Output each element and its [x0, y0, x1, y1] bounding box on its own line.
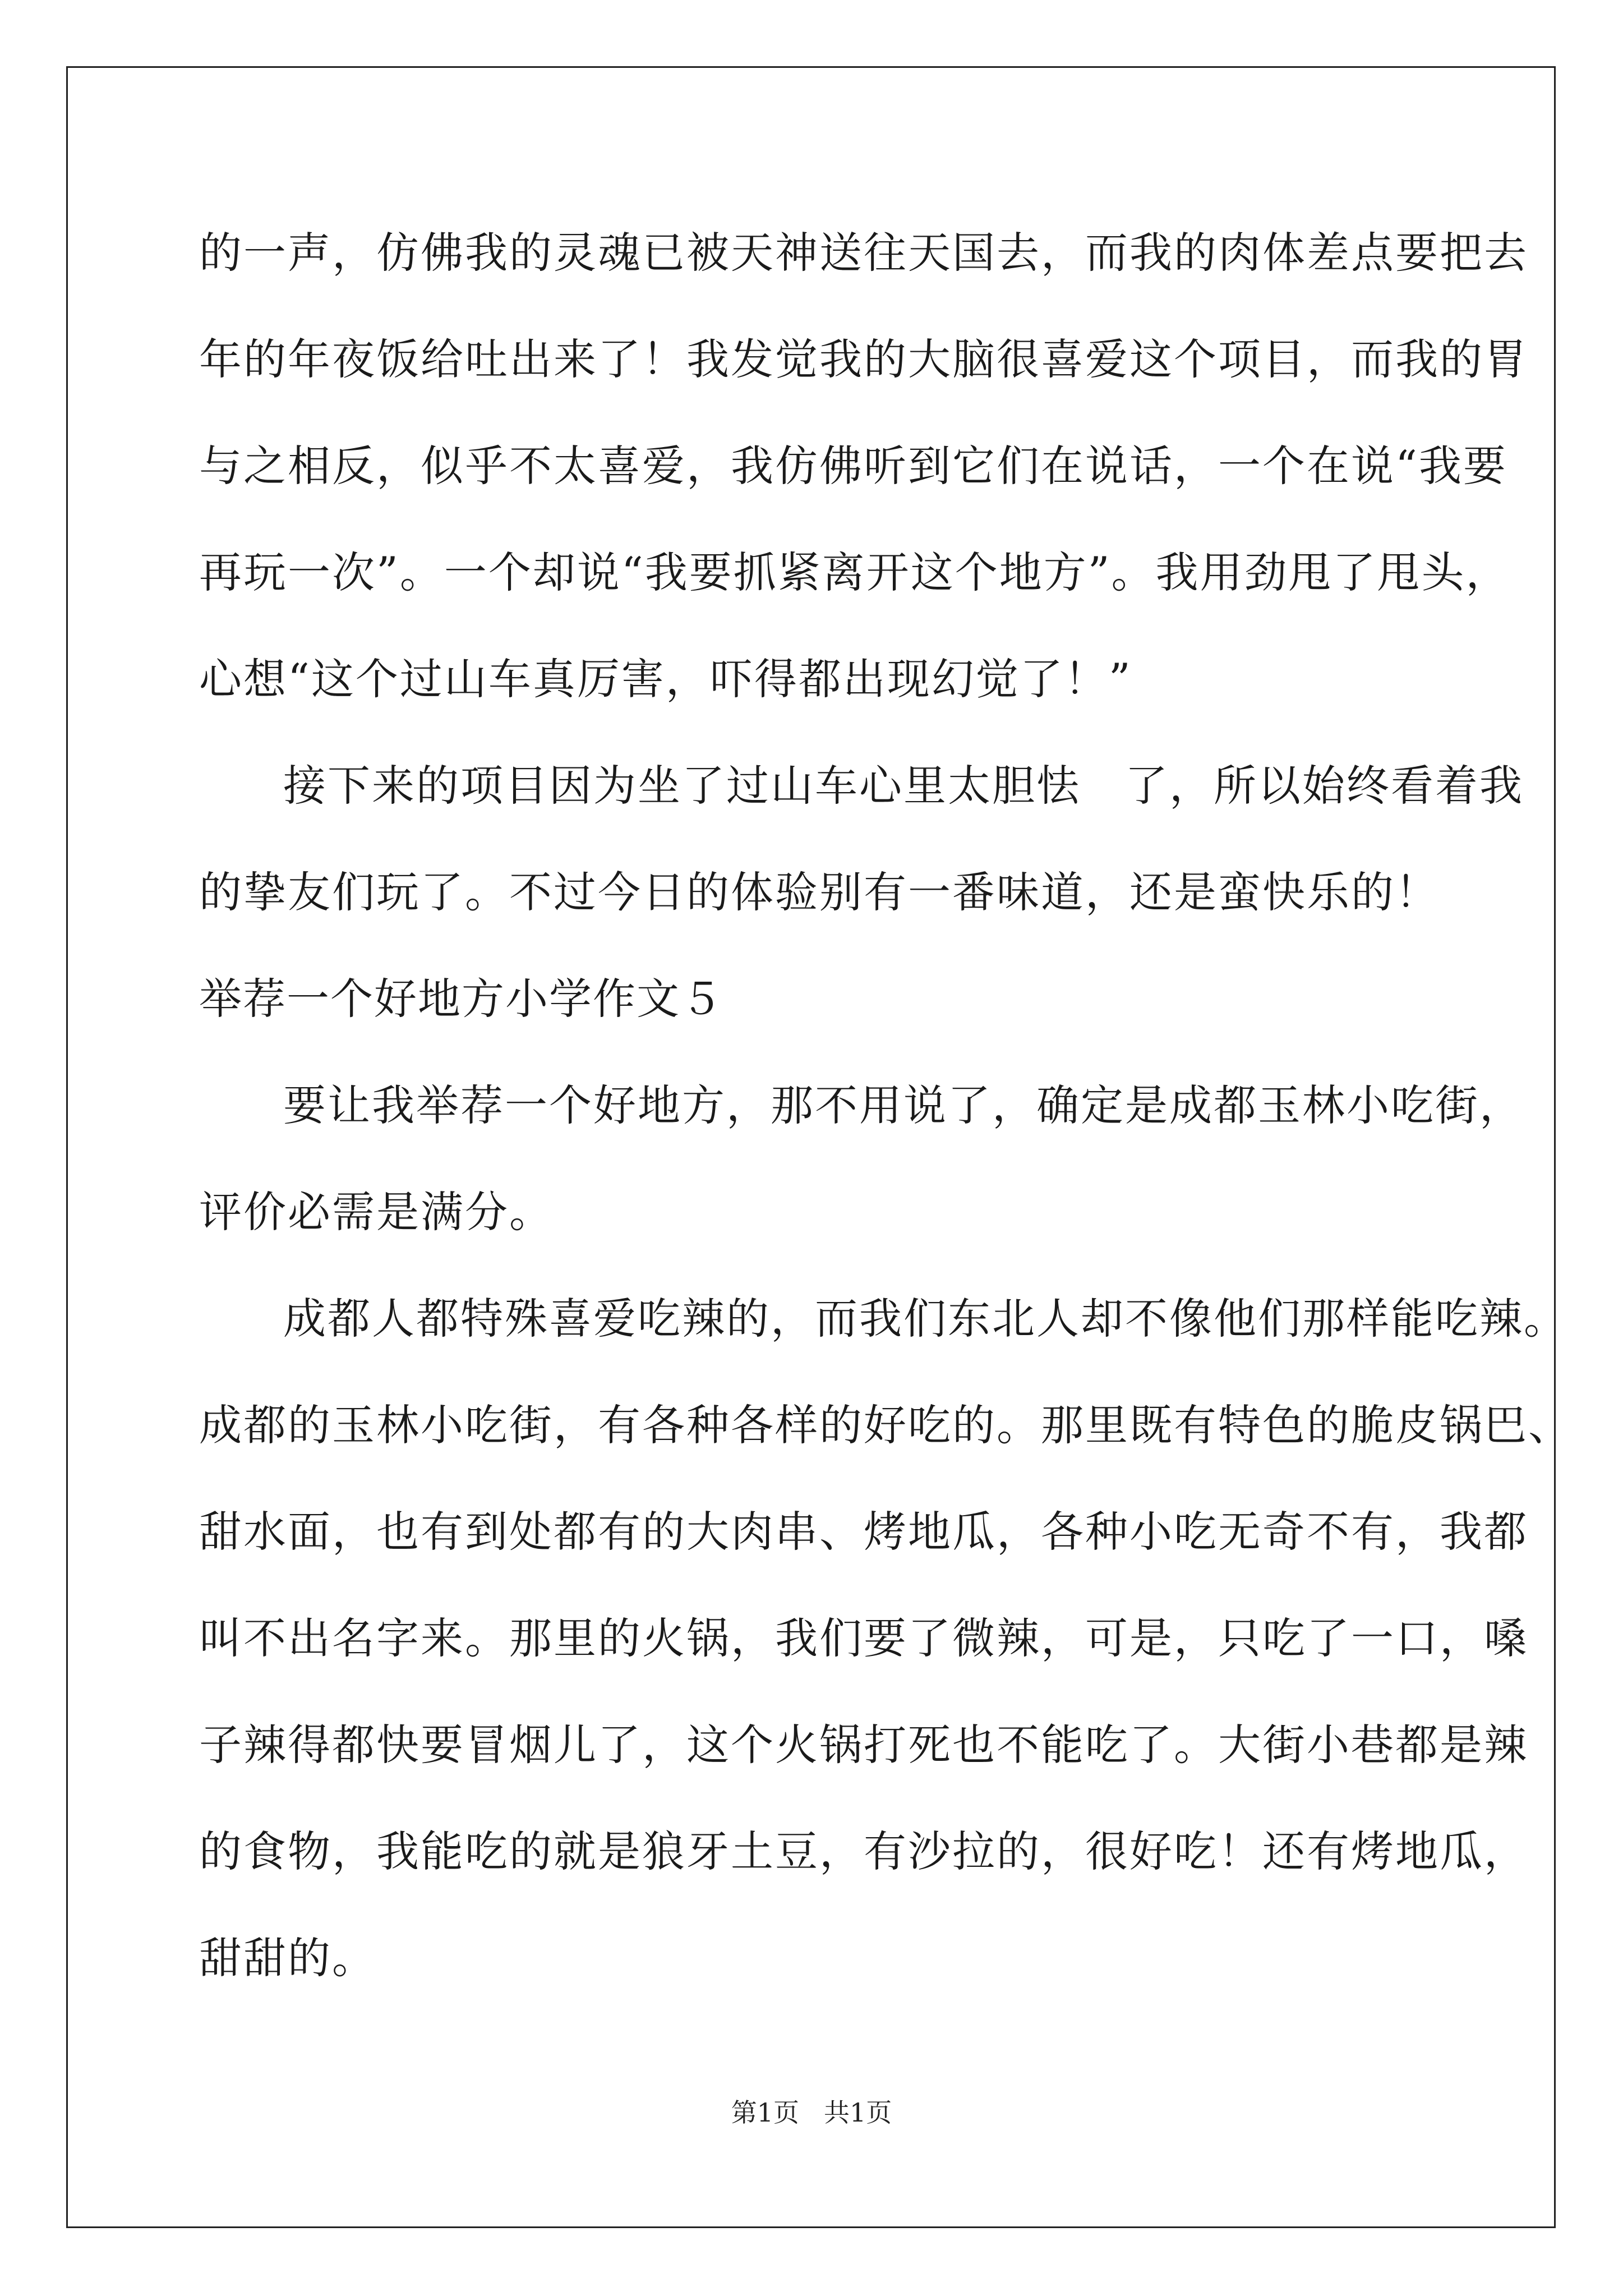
- page-number: 第1页: [731, 2097, 799, 2128]
- page-footer: [0, 2096, 1623, 2129]
- text-line: 成都的玉林小吃街，有各种各样的好吃的。那里既有特色的脆皮锅巴、: [199, 1400, 1573, 1450]
- paragraph-start-line: 成都人都特殊喜爱吃辣的，而我们东北人却不像他们那样能吃辣。: [283, 1294, 1568, 1343]
- section-heading: 举荐一个好地方小学作文５: [199, 974, 724, 1024]
- text-line: 的食物，我能吃的就是狼牙土豆，有沙拉的，很好吃！还有烤地瓜，: [199, 1826, 1528, 1876]
- paragraph-start-line: 要让我举荐一个好地方，那不用说了，确定是成都玉林小吃街，: [283, 1080, 1524, 1130]
- text-line: 心想“这个过山车真厉害，吓得都出现幻觉了！”: [199, 654, 1132, 704]
- text-line: 年的年夜饭给吐出来了！我发觉我的大脑很喜爱这个项目，而我的胃: [199, 334, 1528, 384]
- text-line: 再玩一次”。一个却说“我要抓紧离开这个地方”。我用劲甩了甩头，: [199, 547, 1510, 597]
- document-body: [199, 211, 1573, 2023]
- text-line: 评价必需是满分。: [199, 1187, 554, 1237]
- page-total: 共1页: [824, 2097, 892, 2128]
- text-line: 甜甜的。: [199, 1933, 376, 1983]
- text-line: 的一声，仿佛我的灵魂已被天神送往天国去，而我的肉体差点要把去: [199, 228, 1528, 278]
- paragraph-start-line: 接下来的项目因为坐了过山车心里太胆怯 了，所以始终看着我: [283, 761, 1524, 811]
- text-line: 子辣得都快要冒烟儿了，这个火锅打死也不能吃了。大街小巷都是辣: [199, 1720, 1528, 1770]
- text-line: 甜水面，也有到处都有的大肉串、烤地瓜，各种小吃无奇不有，我都: [199, 1507, 1528, 1557]
- text-line: 与之相反，似乎不太喜爱，我仿佛听到它们在说话，一个在说“我要: [199, 441, 1507, 491]
- text-line: 的挚友们玩了。不过今日的体验别有一番味道，还是蛮快乐的！: [199, 867, 1440, 917]
- text-line: 叫不出名字来。那里的火锅，我们要了微辣，可是，只吃了一口，嗓: [199, 1613, 1528, 1663]
